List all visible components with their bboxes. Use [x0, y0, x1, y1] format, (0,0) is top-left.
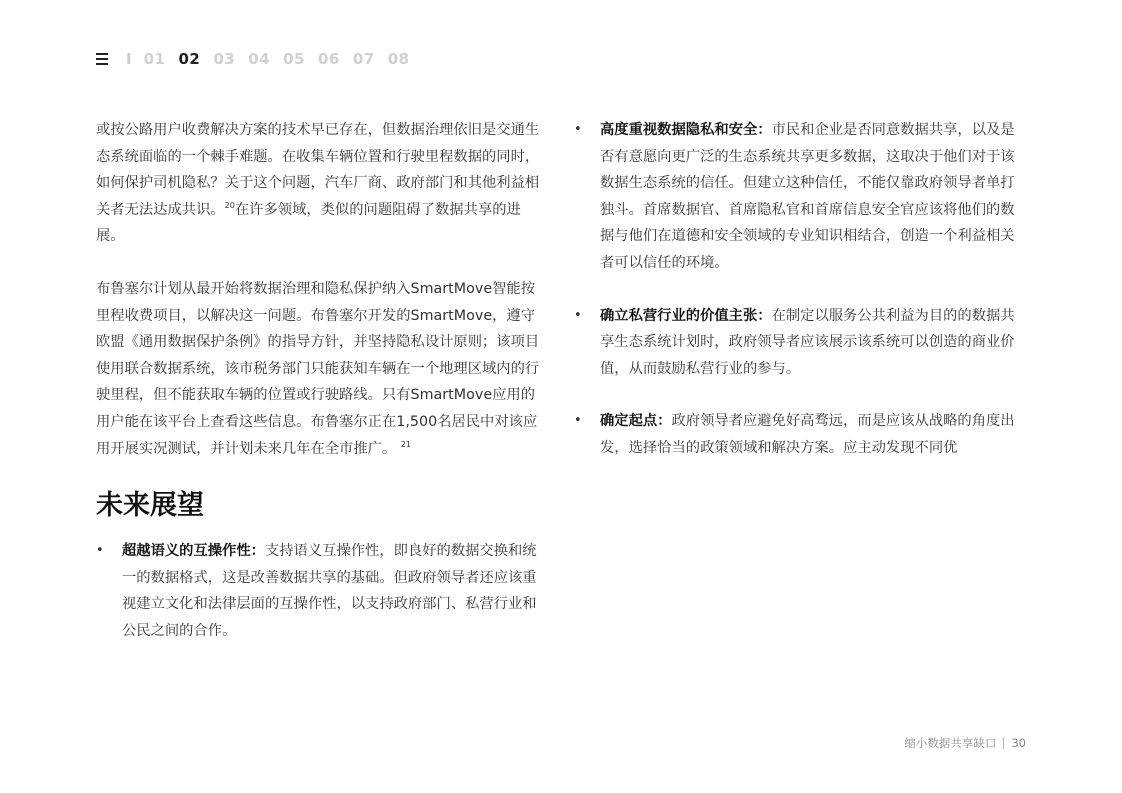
bullet-title: 超越语义的互操作性： — [122, 543, 265, 560]
left-column — [96, 117, 548, 645]
chapter-link-06[interactable]: 06 — [317, 50, 340, 68]
chapter-link-07[interactable]: 07 — [352, 50, 375, 68]
page-number: 30 — [1011, 736, 1026, 750]
bullet-text: 市民和企业是否同意数据共享，以及是否有意愿向更广泛的生态系统共享更多数据，这取决于他们对于该数据生态系统的信任。但建立这种信任，不能仅靠政府领导者单打独斗。首席数据官、首席隐私官和首席信息安全官应该将他们的数据与他们在道德和安全领域的专业知识相结合，创造一个利益相关者可以信任的环境。 — [600, 122, 1015, 271]
chapter-link-05[interactable]: 05 — [283, 50, 305, 68]
section-heading: 未来展望 — [96, 490, 204, 522]
right-column — [574, 117, 1028, 462]
chapter-link-04[interactable]: 04 — [248, 50, 271, 68]
footnote-ref-21[interactable]: 21 — [400, 439, 411, 449]
bullet-text: 政府领导者应避免好高骛远，而是应该从战略的角度出发，选择恰当的政策领域和解决方案。应主动发现不同优 — [600, 413, 1015, 456]
bullet-privacy-security — [574, 117, 1028, 277]
paragraph-intro — [96, 117, 548, 250]
chapter-link-01[interactable]: 01 — [143, 50, 166, 68]
chapter-link-08[interactable]: 08 — [387, 50, 410, 68]
chapter-link-02[interactable]: 02 — [178, 50, 201, 68]
bullet-text: 支持语义互操作性，即良好的数据交换和统一的数据格式，这是改善数据共享的基础。但政府领导者还应该重视建立文化和法律层面的互操作性，以支持政府部门、私营行业和公民之间的合作。 — [122, 543, 537, 639]
paragraph-brussels — [96, 276, 548, 462]
bullet-interoperability — [96, 538, 548, 644]
footer-title: 缩小数据共享缺口 — [904, 736, 997, 750]
chapter-nav — [96, 49, 423, 69]
bullet-private-sector-value — [574, 303, 1028, 383]
bullet-starting-point — [574, 408, 1028, 461]
bullet-title: 确定起点： — [600, 413, 672, 430]
bullet-list-left — [96, 538, 548, 644]
menu-icon[interactable] — [96, 53, 108, 65]
page-footer — [904, 735, 1026, 751]
bullet-title: 确立私营行业的价值主张： — [600, 307, 772, 324]
bullet-list-right — [574, 117, 1028, 462]
paragraph-intro-text: 或按公路用户收费解决方案的技术早已存在，但数据治理依旧是交通生态系统面临的一个棘手难题。在收集车辆位置和行驶里程数据的同时，如何保护司机隐私？关于这个问题，汽车厂商、政府部门和其他利益相关者无法达成共识。 — [96, 122, 540, 218]
paragraph-intro-tail: 在许多领域，类似的问题阻碍了数据共享的进展。 — [96, 201, 521, 245]
chapter-link-03[interactable]: 03 — [213, 50, 236, 68]
nav-separator: I — [126, 50, 132, 68]
footnote-ref-20[interactable]: 20 — [224, 201, 235, 211]
footer-divider — [1003, 737, 1004, 749]
bullet-title: 高度重视数据隐私和安全： — [600, 122, 772, 138]
paragraph-brussels-text: 布鲁塞尔计划从最开始将数据治理和隐私保护纳入SmartMove智能按里程收费项目，以解决这一问题。布鲁塞尔开发的SmartMove，遵守欧盟《通用数据保护条例》的指导方针，并坚持隐私设计原则；该项目使用联合数据系统，该市税务部门只能获知车辆在一个地理区域内的行驶里程，但不能获取车辆的位置或行驶路线。只有SmartMove应用的用户能在该平台上查看这些信息。布鲁塞尔正在1,500名居民中对该应用开展实况测试，并计划未来几年在全市推广。 — [96, 280, 540, 457]
bullet-text: 在制定以服务公共利益为目的的数据共享生态系统计划时，政府领导者应该展示该系统可以创造的商业价值，从而鼓励私营行业的参与。 — [600, 307, 1015, 377]
